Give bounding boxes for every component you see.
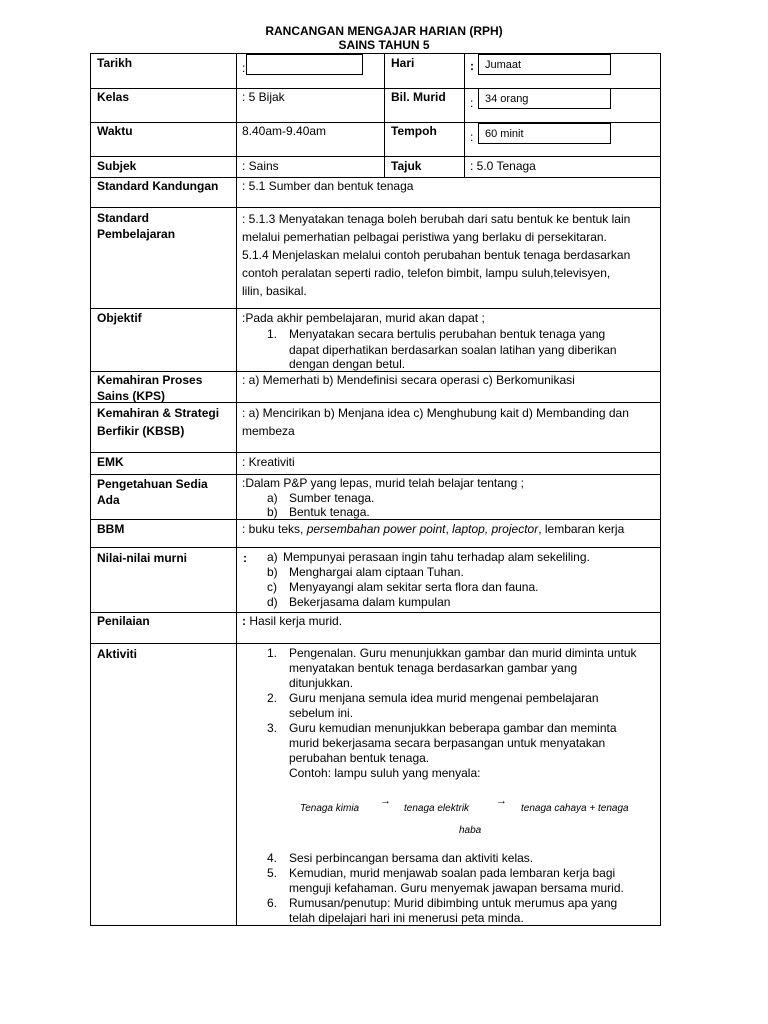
bil-murid-colon: : [470, 96, 474, 110]
subjek-value: : Sains [242, 159, 279, 173]
standard-pembelajaran-label: Standard Pembelajaran [97, 211, 176, 241]
equation-part-chemical: Tenaga kimia [300, 803, 360, 814]
nilai-colon: : [243, 551, 247, 565]
standard-kandungan-value: : 5.1 Sumber dan bentuk tenaga [242, 179, 414, 193]
hari-field[interactable]: Jumaat [478, 54, 611, 75]
tarikh-label: Tarikh [97, 56, 133, 70]
bbm-label: BBM [97, 522, 125, 536]
tempoh-field[interactable]: 60 minit [478, 123, 611, 144]
penilaian-label: Penilaian [97, 614, 150, 628]
aktiviti-item: 1. Pengenalan. Guru menunjukkan gambar dan murid diminta untuk menyatakan bentuk tenaga berdasarkan gambar yang ditunjukkan. [267, 646, 637, 690]
tempoh-label: Tempoh [391, 124, 437, 138]
tajuk-label: Tajuk [391, 159, 422, 173]
kelas-value: : 5 Bijak [242, 90, 285, 104]
hari-label: Hari [391, 56, 415, 70]
waktu-label: Waktu [97, 124, 133, 138]
aktiviti-item: 3. Guru kemudian menunjukkan beberapa gambar dan meminta murid bekerjasama secara berpasangan untuk menyatakan perubahan bentuk tenaga. Contoh: lampu suluh yang menyala: [267, 721, 617, 780]
equation-part-heat: haba [459, 825, 482, 836]
objektif-content: :Pada akhir pembelajaran, murid akan dapat ; 1. Menyatakan secara bertulis perubahan bentuk tenaga yang dapat diperhatikan berdasarkan soalan latihan yang diberikan dengan dengan betul. [242, 311, 617, 371]
standard-kandungan-label: Standard Kandungan [97, 179, 219, 193]
tarikh-field[interactable] [246, 54, 363, 75]
aktiviti-label: Aktiviti [97, 647, 138, 661]
nilai-label: Nilai-nilai murni [97, 551, 188, 565]
kbsb-value: : a) Mencirikan b) Menjana idea c) Menghubung kait d) Membanding dan membeza [242, 406, 629, 438]
emk-label: EMK [97, 455, 124, 469]
aktiviti-item: 2. Guru menjana semula idea murid mengenai pembelajaran sebelum ini. [267, 691, 599, 720]
tarikh-colon: : [242, 61, 246, 75]
aktiviti-list-a [242, 646, 656, 781]
penilaian-value: : Hasil kerja murid. [242, 614, 343, 628]
bil-murid-field[interactable]: 34 orang [478, 88, 611, 109]
arrow-icon: → [380, 795, 391, 807]
equation-part-light-heat: tenaga cahaya + tenaga [521, 803, 629, 814]
arrow-icon: → [496, 795, 507, 807]
pengetahuan-content: :Dalam P&P yang lepas, murid telah belajar tentang ; a) Sumber tenaga. b) Bentuk tenaga. [242, 476, 524, 519]
kps-value: : a) Memerhati b) Mendefinisi secara operasi c) Berkomunikasi [242, 373, 575, 387]
kbsb-label: Kemahiran & Strategi Berfikir (KBSB) [97, 406, 220, 438]
objektif-label: Objektif [97, 311, 142, 325]
tempoh-colon: : [470, 130, 474, 144]
emk-value: : Kreativiti [242, 455, 295, 469]
subjek-label: Subjek [97, 159, 137, 173]
bil-murid-label: Bil. Murid [391, 90, 446, 104]
hari-colon: : [470, 59, 474, 73]
kelas-label: Kelas [97, 90, 130, 104]
kps-label: Kemahiran Proses Sains (KPS) [97, 373, 203, 403]
bbm-value: : buku teks, persembahan power point, laptop, projector, lembaran kerja [242, 522, 625, 536]
aktiviti-list-b [242, 851, 656, 926]
aktiviti-item: 4. Sesi perbincangan bersama dan aktiviti kelas. [267, 851, 534, 865]
standard-pembelajaran-content: : 5.1.3 Menyatakan tenaga boleh berubah dari satu bentuk ke bentuk lain melalui pemerhatian pelbagai peristiwa yang berlaku di persekitaran. 5.1.4 Menjelaskan melalui contoh perubahan bentuk tenaga berdasarkan contoh peralatan seperti radio, telefon bimbit, lampu suluh,televisyen, lilin, basikal. [242, 212, 631, 298]
nilai-list: a) Mempunyai perasaan ingin tahu terhadap alam sekeliling. b) Menghargai alam ciptaan Tuhan. c) Menyayangi alam sekitar serta flora dan fauna. d) Bekerjasama dalam kumpulan [267, 550, 590, 609]
aktiviti-item: 5. Kemudian, murid menjawab soalan pada lembaran kerja bagi menguji kefahaman. Guru menyemak jawapan bersama murid. [267, 866, 624, 895]
document-title: RANCANGAN MENGAJAR HARIAN (RPH) [265, 24, 503, 38]
equation-part-electric: tenaga elektrik [404, 803, 470, 814]
waktu-value: 8.40am-9.40am [242, 124, 327, 138]
pengetahuan-label: Pengetahuan Sedia Ada [97, 477, 208, 507]
document-subtitle: SAINS TAHUN 5 [338, 38, 430, 52]
aktiviti-item: 6. Rumusan/penutup: Murid dibimbing untuk merumus apa yang telah dipelajari hari ini menerusi peta minda. [267, 896, 618, 925]
tajuk-value: : 5.0 Tenaga [470, 159, 536, 173]
